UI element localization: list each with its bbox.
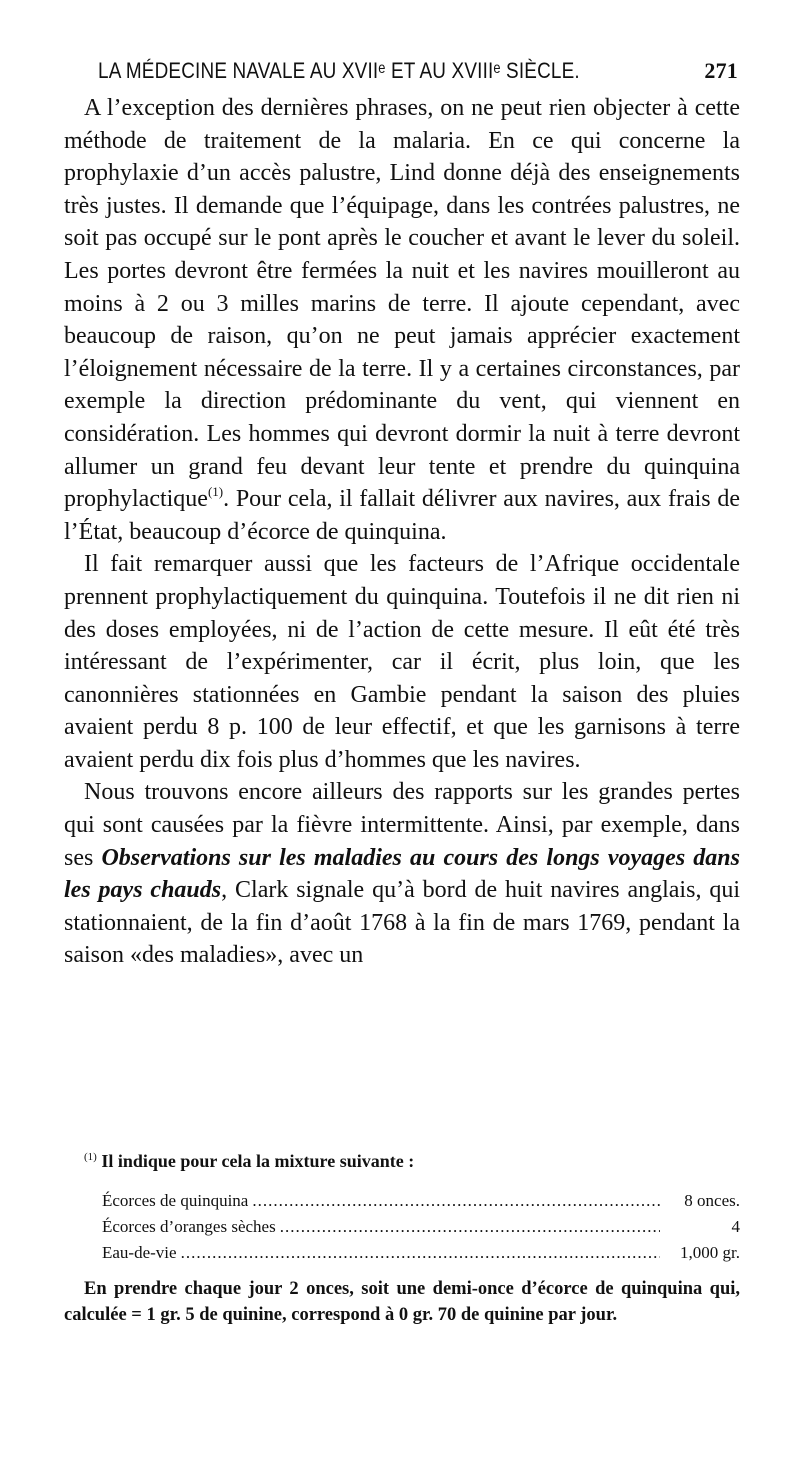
paragraph-text-before-note: A l’exception des dernières phrases, on ne peut rien objecter à cette méthode de traitement de la malaria. En ce qui concerne la prophylaxie d’un accès palustre, Lind donne déjà des enseignements très justes. Il demande que l’équipage, dans les contrées palustres, ne soit pas occupé sur le pont après le coucher et avant le lever du soleil. Les portes devront être fermées la nuit et les navires mouilleront au moins à 2 ou 3 milles marins de terre. Il ajoute cependant, avec beaucoup de raison, qu’on ne peut jamais apprécier exactement l’éloignement nécessaire de la terre. Il y a certaines circonstances, par exemple la direction prédominante du vent, qui viennent en considération. Les hommes qui devront dormir la nuit à terre devront allumer un grand feu devant leur tente et prendre du quinquina prophylactique <box>64 95 740 513</box>
footnote-intro <box>84 1148 740 1174</box>
leader-dots <box>252 1188 660 1214</box>
page-number: 271 <box>704 58 738 83</box>
body-text <box>64 92 740 972</box>
recipe-quantity: 1,000 gr. <box>680 1243 740 1262</box>
recipe-ingredient: Eau-de-vie <box>102 1243 177 1262</box>
paragraph-text-before-title: Nous trouvons encore ailleurs des rapports sur les grandes pertes qui sont causées par la fièvre intermittente. Ainsi, par exemple, dans ses <box>64 779 740 871</box>
leader-dots <box>280 1214 660 1240</box>
footnote <box>64 1148 740 1328</box>
footnote-marker: (1) <box>84 1151 97 1163</box>
paragraph-text-after-note: . Pour cela, il fallait délivrer aux navires, aux frais de l’État, beaucoup d’écorce de quinquina. <box>64 486 740 545</box>
leader-dots <box>181 1240 660 1266</box>
running-title: LA MÉDECINE NAVALE AU XVIIᵉ ET AU XVIIIᵉ SIÈCLE. <box>98 58 580 83</box>
paragraph-lind-prophylaxis <box>64 92 740 548</box>
recipe-row <box>102 1214 740 1240</box>
footnote-conclusion: En prendre chaque jour 2 onces, soit une demi-once d’écorce de quinquina qui, calculée = 1 gr. 5 de quinine, correspond à 0 gr. 70 de quinine par jour. <box>64 1279 740 1325</box>
recipe-row <box>102 1188 740 1214</box>
paragraph-clark-observations <box>64 776 740 972</box>
running-head <box>98 58 738 88</box>
cited-work-title: Observations sur les maladies au cours des longs voyages dans les pays chauds <box>64 844 740 904</box>
footnote-intro-text: Il indique pour cela la mixture suivante : <box>101 1151 415 1171</box>
recipe-quantity: 8 onces. <box>684 1191 740 1210</box>
recipe-quantity: 4 <box>731 1217 740 1236</box>
footnote-reference: (1) <box>207 484 224 500</box>
recipe-ingredient: Écorces de quinquina <box>102 1191 249 1210</box>
recipe-ingredient: Écorces d’oranges sèches <box>102 1217 276 1236</box>
paragraph-west-africa: Il fait remarquer aussi que les facteurs de l’Afrique occidentale prennent prophylactiquement du quinquina. Toutefois il ne dit rien ni des doses employées, ni de l’action de cette mesure. Il eût été très intéressant de l’expérimenter, car il écrit, plus loin, que les canonnières stationnées en Gambie pendant la saison des pluies avaient perdu 8 p. 100 de leur effectif, et que les garnisons à terre avaient perdu dix fois plus d’hommes que les navires. <box>64 551 740 773</box>
recipe-table <box>102 1188 740 1266</box>
recipe-row <box>102 1240 740 1266</box>
paragraph-text-after-title: , Clark signale qu’à bord de huit navires anglais, qui stationnaient, de la fin d’août 1768 à la fin de mars 1769, pendant la saison «des maladies», avec un <box>64 877 740 969</box>
